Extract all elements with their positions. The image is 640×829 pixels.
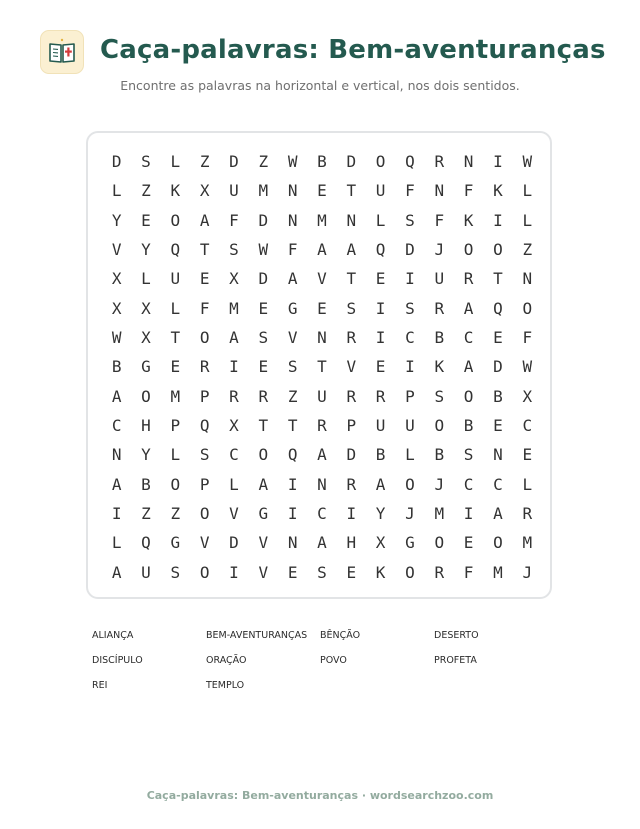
- grid-cell[interactable]: U: [434, 269, 445, 289]
- grid-cell[interactable]: K: [170, 181, 181, 201]
- grid-cell[interactable]: L: [522, 210, 533, 230]
- grid-cell[interactable]: J: [434, 240, 445, 260]
- grid-cell[interactable]: O: [170, 474, 181, 494]
- grid-cell[interactable]: P: [346, 416, 357, 436]
- grid-cell[interactable]: V: [317, 269, 327, 289]
- grid-cell[interactable]: T: [346, 181, 357, 201]
- grid-cell[interactable]: N: [493, 445, 503, 465]
- grid-cell[interactable]: A: [463, 357, 474, 377]
- grid-cell[interactable]: U: [170, 269, 181, 289]
- grid-cell[interactable]: N: [111, 445, 122, 465]
- grid-cell[interactable]: U: [375, 416, 386, 436]
- grid-cell[interactable]: G: [405, 533, 415, 553]
- grid-cell[interactable]: E: [317, 298, 327, 318]
- grid-cell[interactable]: I: [229, 562, 239, 582]
- grid-cell[interactable]: N: [317, 328, 327, 348]
- grid-cell[interactable]: E: [346, 562, 357, 582]
- grid-cell[interactable]: A: [317, 445, 327, 465]
- grid-cell[interactable]: E: [522, 445, 533, 465]
- grid-cell[interactable]: R: [434, 152, 445, 172]
- grid-cell[interactable]: S: [405, 210, 415, 230]
- grid-cell[interactable]: I: [287, 504, 298, 524]
- grid-cell[interactable]: X: [199, 181, 210, 201]
- grid-cell[interactable]: A: [317, 533, 327, 553]
- grid-cell[interactable]: L: [522, 474, 533, 494]
- grid-cell[interactable]: D: [111, 152, 122, 172]
- grid-cell[interactable]: X: [141, 298, 151, 318]
- grid-cell[interactable]: S: [346, 298, 357, 318]
- grid-cell[interactable]: Z: [141, 181, 151, 201]
- grid-cell[interactable]: B: [111, 357, 122, 377]
- grid-cell[interactable]: S: [405, 298, 415, 318]
- grid-cell[interactable]: X: [375, 533, 386, 553]
- grid-cell[interactable]: X: [522, 386, 533, 406]
- grid-cell[interactable]: M: [522, 533, 533, 553]
- grid-cell[interactable]: S: [141, 152, 151, 172]
- grid-cell[interactable]: R: [522, 504, 533, 524]
- grid-cell[interactable]: R: [346, 328, 357, 348]
- puzzle-grid-frame: [86, 131, 552, 599]
- grid-cell[interactable]: N: [317, 474, 327, 494]
- grid-cell[interactable]: P: [170, 416, 181, 436]
- grid-cell[interactable]: O: [463, 240, 474, 260]
- grid-cell[interactable]: C: [522, 416, 533, 436]
- grid-cell[interactable]: Y: [111, 210, 122, 230]
- grid-cell[interactable]: Q: [141, 533, 151, 553]
- grid-cell[interactable]: B: [141, 474, 151, 494]
- grid-cell[interactable]: E: [317, 181, 327, 201]
- grid-cell[interactable]: C: [463, 328, 474, 348]
- grid-cell[interactable]: Q: [287, 445, 298, 465]
- grid-cell[interactable]: B: [434, 445, 445, 465]
- grid-cell[interactable]: O: [141, 386, 151, 406]
- grid-cell[interactable]: E: [375, 269, 386, 289]
- grid-cell[interactable]: D: [346, 445, 357, 465]
- grid-cell[interactable]: X: [229, 416, 239, 436]
- grid-cell[interactable]: E: [493, 328, 503, 348]
- grid-cell[interactable]: E: [463, 533, 474, 553]
- grid-cell[interactable]: S: [317, 562, 327, 582]
- grid-cell[interactable]: Y: [141, 240, 151, 260]
- grid-cell[interactable]: C: [317, 504, 327, 524]
- grid-cell[interactable]: M: [317, 210, 327, 230]
- grid-cell[interactable]: M: [258, 181, 269, 201]
- grid-cell[interactable]: Q: [405, 152, 415, 172]
- grid-cell[interactable]: Z: [199, 152, 210, 172]
- grid-cell[interactable]: F: [229, 210, 239, 230]
- grid-cell[interactable]: N: [434, 181, 445, 201]
- grid-cell[interactable]: D: [229, 533, 239, 553]
- grid-cell[interactable]: X: [111, 298, 122, 318]
- word-list-item: PROFETA: [434, 655, 477, 666]
- grid-cell[interactable]: Z: [258, 152, 269, 172]
- grid-cell[interactable]: U: [405, 416, 415, 436]
- grid-cell[interactable]: I: [405, 357, 415, 377]
- grid-cell[interactable]: O: [434, 416, 445, 436]
- grid-cell[interactable]: J: [405, 504, 415, 524]
- grid-cell[interactable]: H: [141, 416, 151, 436]
- grid-cell[interactable]: F: [287, 240, 298, 260]
- grid-cell[interactable]: M: [493, 562, 503, 582]
- grid-cell[interactable]: T: [287, 416, 298, 436]
- grid-cell[interactable]: D: [346, 152, 357, 172]
- grid-cell[interactable]: G: [141, 357, 151, 377]
- grid-cell[interactable]: Z: [522, 240, 533, 260]
- grid-cell[interactable]: Y: [141, 445, 151, 465]
- grid-cell[interactable]: T: [317, 357, 327, 377]
- grid-cell[interactable]: S: [258, 328, 269, 348]
- grid-cell[interactable]: A: [229, 328, 239, 348]
- grid-cell[interactable]: Q: [493, 298, 503, 318]
- grid-cell[interactable]: F: [434, 210, 445, 230]
- grid-cell[interactable]: E: [375, 357, 386, 377]
- grid-cell[interactable]: Z: [287, 386, 298, 406]
- grid-cell[interactable]: K: [493, 181, 503, 201]
- grid-cell[interactable]: R: [375, 386, 386, 406]
- grid-cell[interactable]: O: [199, 328, 210, 348]
- grid-cell[interactable]: L: [170, 298, 181, 318]
- grid-cell[interactable]: F: [522, 328, 533, 348]
- grid-cell[interactable]: Q: [199, 416, 210, 436]
- grid-cell[interactable]: A: [375, 474, 386, 494]
- grid-cell[interactable]: A: [317, 240, 327, 260]
- grid-cell[interactable]: W: [258, 240, 269, 260]
- grid-cell[interactable]: I: [111, 504, 122, 524]
- grid-cell[interactable]: I: [375, 298, 386, 318]
- grid-cell[interactable]: R: [463, 269, 474, 289]
- grid-cell[interactable]: W: [522, 152, 533, 172]
- grid-cell[interactable]: C: [405, 328, 415, 348]
- open-bible-icon: [40, 30, 84, 74]
- grid-cell[interactable]: I: [405, 269, 415, 289]
- grid-cell[interactable]: D: [258, 269, 269, 289]
- grid-cell[interactable]: M: [434, 504, 445, 524]
- grid-cell[interactable]: F: [463, 562, 474, 582]
- grid-cell[interactable]: I: [287, 474, 298, 494]
- grid-cell[interactable]: V: [346, 357, 357, 377]
- grid-cell[interactable]: U: [229, 181, 239, 201]
- grid-cell[interactable]: F: [463, 181, 474, 201]
- grid-cell[interactable]: B: [375, 445, 386, 465]
- word-list-item: POVO: [320, 655, 347, 666]
- grid-cell[interactable]: O: [463, 386, 474, 406]
- grid-cell[interactable]: L: [170, 152, 181, 172]
- grid-cell[interactable]: O: [493, 240, 503, 260]
- word-list-item: DESERTO: [434, 630, 479, 641]
- grid-cell[interactable]: U: [317, 386, 327, 406]
- grid-cell[interactable]: L: [141, 269, 151, 289]
- grid-cell[interactable]: O: [434, 533, 445, 553]
- grid-cell[interactable]: E: [258, 298, 269, 318]
- grid-cell[interactable]: V: [287, 328, 298, 348]
- grid-cell[interactable]: U: [141, 562, 151, 582]
- grid-cell[interactable]: R: [317, 416, 327, 436]
- grid-cell[interactable]: I: [493, 210, 503, 230]
- grid-cell[interactable]: C: [111, 416, 122, 436]
- instructions: Encontre as palavras na horizontal e vertical, nos dois sentidos.: [120, 78, 520, 93]
- grid-cell[interactable]: W: [287, 152, 298, 172]
- grid-cell[interactable]: R: [229, 386, 239, 406]
- grid-cell[interactable]: I: [463, 504, 474, 524]
- grid-cell[interactable]: N: [346, 210, 357, 230]
- grid-cell[interactable]: X: [111, 269, 122, 289]
- grid-cell[interactable]: E: [258, 357, 269, 377]
- grid-cell[interactable]: G: [258, 504, 269, 524]
- grid-cell[interactable]: A: [463, 298, 474, 318]
- grid-cell[interactable]: E: [199, 269, 210, 289]
- grid-cell[interactable]: R: [434, 298, 445, 318]
- grid-cell[interactable]: A: [287, 269, 298, 289]
- grid-cell[interactable]: B: [463, 416, 474, 436]
- grid-cell[interactable]: G: [170, 533, 181, 553]
- grid-cell[interactable]: L: [111, 181, 122, 201]
- grid-cell[interactable]: S: [170, 562, 181, 582]
- grid-cell[interactable]: K: [434, 357, 445, 377]
- grid-cell[interactable]: I: [493, 152, 503, 172]
- grid-cell[interactable]: A: [258, 474, 269, 494]
- header: [0, 28, 640, 78]
- grid-cell[interactable]: B: [493, 386, 503, 406]
- grid-cell[interactable]: L: [111, 533, 122, 553]
- grid-cell[interactable]: A: [111, 474, 122, 494]
- grid-cell[interactable]: S: [229, 240, 239, 260]
- grid-cell[interactable]: V: [229, 504, 239, 524]
- grid-cell[interactable]: M: [170, 386, 181, 406]
- grid-cell[interactable]: O: [199, 504, 210, 524]
- grid-cell[interactable]: O: [258, 445, 269, 465]
- grid-cell[interactable]: V: [258, 562, 269, 582]
- grid-cell[interactable]: D: [229, 152, 239, 172]
- grid-cell[interactable]: R: [258, 386, 269, 406]
- word-list-item: BÊNÇÃO: [320, 630, 361, 641]
- grid-cell[interactable]: V: [111, 240, 122, 260]
- grid-cell[interactable]: C: [493, 474, 503, 494]
- grid-cell[interactable]: O: [493, 533, 503, 553]
- word-list-item: DISCÍPULO: [92, 655, 143, 666]
- grid-cell[interactable]: A: [199, 210, 210, 230]
- grid-cell[interactable]: O: [375, 152, 386, 172]
- grid-cell[interactable]: D: [493, 357, 503, 377]
- page-title: Caça-palavras: Bem-aventuranças: [100, 35, 606, 65]
- grid-cell[interactable]: T: [258, 416, 269, 436]
- grid-cell[interactable]: R: [346, 474, 357, 494]
- word-list-item: TEMPLO: [206, 680, 245, 691]
- grid-cell[interactable]: T: [199, 240, 210, 260]
- grid-cell[interactable]: F: [199, 298, 210, 318]
- grid-cell[interactable]: W: [522, 357, 533, 377]
- grid-cell[interactable]: I: [346, 504, 357, 524]
- grid-cell[interactable]: N: [522, 269, 533, 289]
- grid-cell[interactable]: N: [287, 533, 298, 553]
- grid-cell[interactable]: W: [111, 328, 122, 348]
- grid-cell[interactable]: I: [229, 357, 239, 377]
- grid-cell[interactable]: Y: [375, 504, 386, 524]
- grid-cell[interactable]: H: [346, 533, 357, 553]
- grid-cell[interactable]: T: [493, 269, 503, 289]
- grid-cell[interactable]: J: [522, 562, 533, 582]
- grid-cell[interactable]: F: [405, 181, 415, 201]
- grid-cell[interactable]: V: [258, 533, 269, 553]
- grid-cell[interactable]: S: [463, 445, 474, 465]
- grid-cell[interactable]: R: [346, 386, 357, 406]
- grid-cell[interactable]: O: [170, 210, 181, 230]
- grid-cell[interactable]: K: [375, 562, 386, 582]
- grid-cell[interactable]: S: [199, 445, 210, 465]
- grid-cell[interactable]: Z: [141, 504, 151, 524]
- grid-cell[interactable]: E: [493, 416, 503, 436]
- grid-cell[interactable]: U: [375, 181, 386, 201]
- grid-cell[interactable]: E: [287, 562, 298, 582]
- grid-cell[interactable]: K: [463, 210, 474, 230]
- grid-cell[interactable]: G: [287, 298, 298, 318]
- grid-cell[interactable]: O: [405, 562, 415, 582]
- grid-cell[interactable]: M: [229, 298, 239, 318]
- grid-cell[interactable]: R: [199, 357, 210, 377]
- grid-cell[interactable]: I: [375, 328, 386, 348]
- grid-cell[interactable]: D: [258, 210, 269, 230]
- grid-cell[interactable]: E: [141, 210, 151, 230]
- grid-cell[interactable]: P: [199, 386, 210, 406]
- grid-cell[interactable]: B: [317, 152, 327, 172]
- grid-cell[interactable]: T: [346, 269, 357, 289]
- grid-cell[interactable]: B: [434, 328, 445, 348]
- grid-cell[interactable]: J: [434, 474, 445, 494]
- grid-cell[interactable]: S: [287, 357, 298, 377]
- grid-cell[interactable]: C: [463, 474, 474, 494]
- grid-cell[interactable]: A: [111, 562, 122, 582]
- grid-cell[interactable]: X: [141, 328, 151, 348]
- grid-cell[interactable]: A: [346, 240, 357, 260]
- grid-cell[interactable]: V: [199, 533, 210, 553]
- grid-cell[interactable]: L: [405, 445, 415, 465]
- grid-cell[interactable]: Q: [375, 240, 386, 260]
- grid-cell[interactable]: P: [199, 474, 210, 494]
- grid-cell[interactable]: L: [522, 181, 533, 201]
- grid-cell[interactable]: E: [170, 357, 181, 377]
- word-list-item: ALIANÇA: [92, 630, 134, 641]
- grid-cell[interactable]: C: [229, 445, 239, 465]
- grid-cell[interactable]: D: [405, 240, 415, 260]
- word-list-item: BEM-AVENTURANÇAS: [206, 630, 308, 641]
- grid-cell[interactable]: A: [111, 386, 122, 406]
- grid-cell[interactable]: P: [405, 386, 415, 406]
- grid-cell[interactable]: L: [229, 474, 239, 494]
- grid-cell[interactable]: S: [434, 386, 445, 406]
- grid-cell[interactable]: O: [522, 298, 533, 318]
- grid-cell[interactable]: O: [405, 474, 415, 494]
- grid-cell[interactable]: N: [287, 181, 298, 201]
- grid-cell[interactable]: L: [375, 210, 386, 230]
- word-list-item: REI: [92, 680, 108, 691]
- grid-cell[interactable]: Z: [170, 504, 181, 524]
- grid-cell[interactable]: Q: [170, 240, 181, 260]
- grid-cell[interactable]: L: [170, 445, 181, 465]
- grid-cell[interactable]: N: [287, 210, 298, 230]
- grid-cell[interactable]: R: [434, 562, 445, 582]
- grid-cell[interactable]: O: [199, 562, 210, 582]
- grid-cell[interactable]: A: [493, 504, 503, 524]
- footer: Caça-palavras: Bem-aventuranças · wordsearchzoo.com: [146, 789, 494, 802]
- grid-cell[interactable]: N: [463, 152, 474, 172]
- grid-cell[interactable]: T: [170, 328, 181, 348]
- grid-cell[interactable]: X: [229, 269, 239, 289]
- letter-grid: [102, 147, 542, 587]
- word-list-item: ORAÇÃO: [206, 655, 247, 666]
